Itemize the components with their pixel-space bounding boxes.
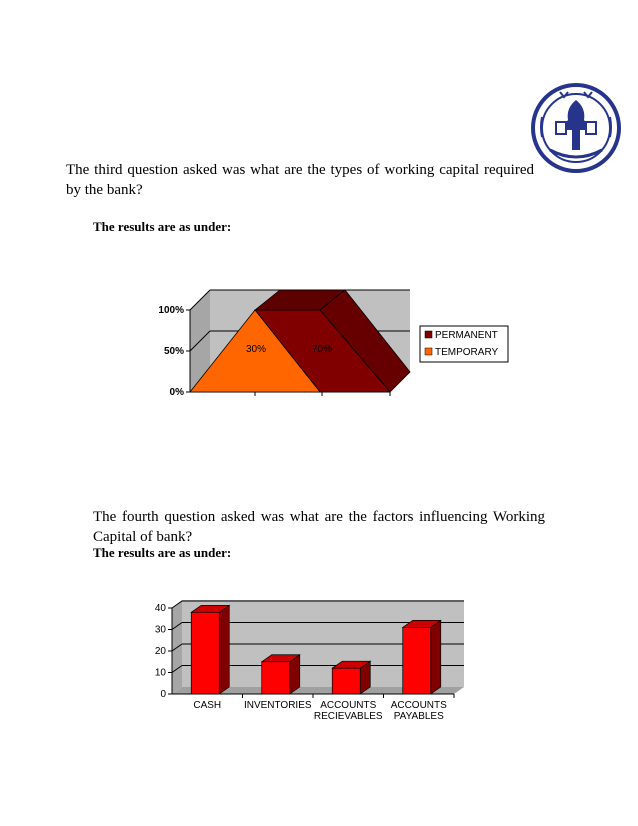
chart2-xlabel-accounts-payables: ACCOUNTS	[390, 700, 447, 711]
bar-front	[262, 662, 290, 694]
chart2-xlabel-cash: CASH	[193, 700, 222, 711]
bar-cash	[191, 605, 229, 694]
chart2-xlabel-accounts-recievables: ACCOUNTS	[320, 700, 377, 711]
chart2-xlabel-inventories: INVENTORIES	[243, 700, 312, 711]
chart2-xlabel-accounts-payables: PAYABLES	[393, 711, 444, 722]
chart2-ytick-40: 40	[154, 603, 166, 614]
bar-side	[219, 605, 229, 694]
chart2-ytick-10: 10	[154, 667, 166, 679]
chart1-ytick-50: 50%	[163, 346, 184, 357]
bar-accounts-recievables	[332, 661, 370, 694]
legend-label-temporary: TEMPORARY	[435, 347, 499, 358]
question-four-paragraph: The fourth question asked was what are the factors influencing Working Capital of bank?	[93, 509, 545, 545]
bar-accounts-payables	[403, 620, 441, 694]
results-heading-1: The results are as under:	[93, 219, 232, 234]
chart2-ytick-30: 30	[154, 624, 166, 636]
bar-inventories	[262, 655, 300, 694]
question-three-paragraph: The third question asked was what are the types of working capital required by the bank?	[66, 162, 534, 198]
bar-front	[191, 612, 219, 694]
chart2-xlabel-accounts-recievables: RECIEVABLES	[313, 711, 383, 722]
temporary-data-label: 30%	[245, 344, 267, 355]
permanent-data-label: 70%	[311, 344, 333, 355]
chart2-ytick-20: 20	[154, 646, 166, 657]
chart1-ytick-100: 100%	[158, 305, 184, 316]
chart2-x-labels	[193, 694, 454, 722]
results-heading-2: The results are as under:	[93, 545, 232, 560]
bar-front	[332, 668, 360, 694]
legend-label-permanent: PERMANENT	[435, 330, 498, 341]
chart2-y-ticks	[155, 603, 172, 700]
bar-side	[431, 620, 441, 694]
chart2-ytick-0: 0	[160, 689, 166, 700]
bar-front	[403, 627, 431, 694]
chart1-ytick-0: 0%	[169, 387, 184, 398]
